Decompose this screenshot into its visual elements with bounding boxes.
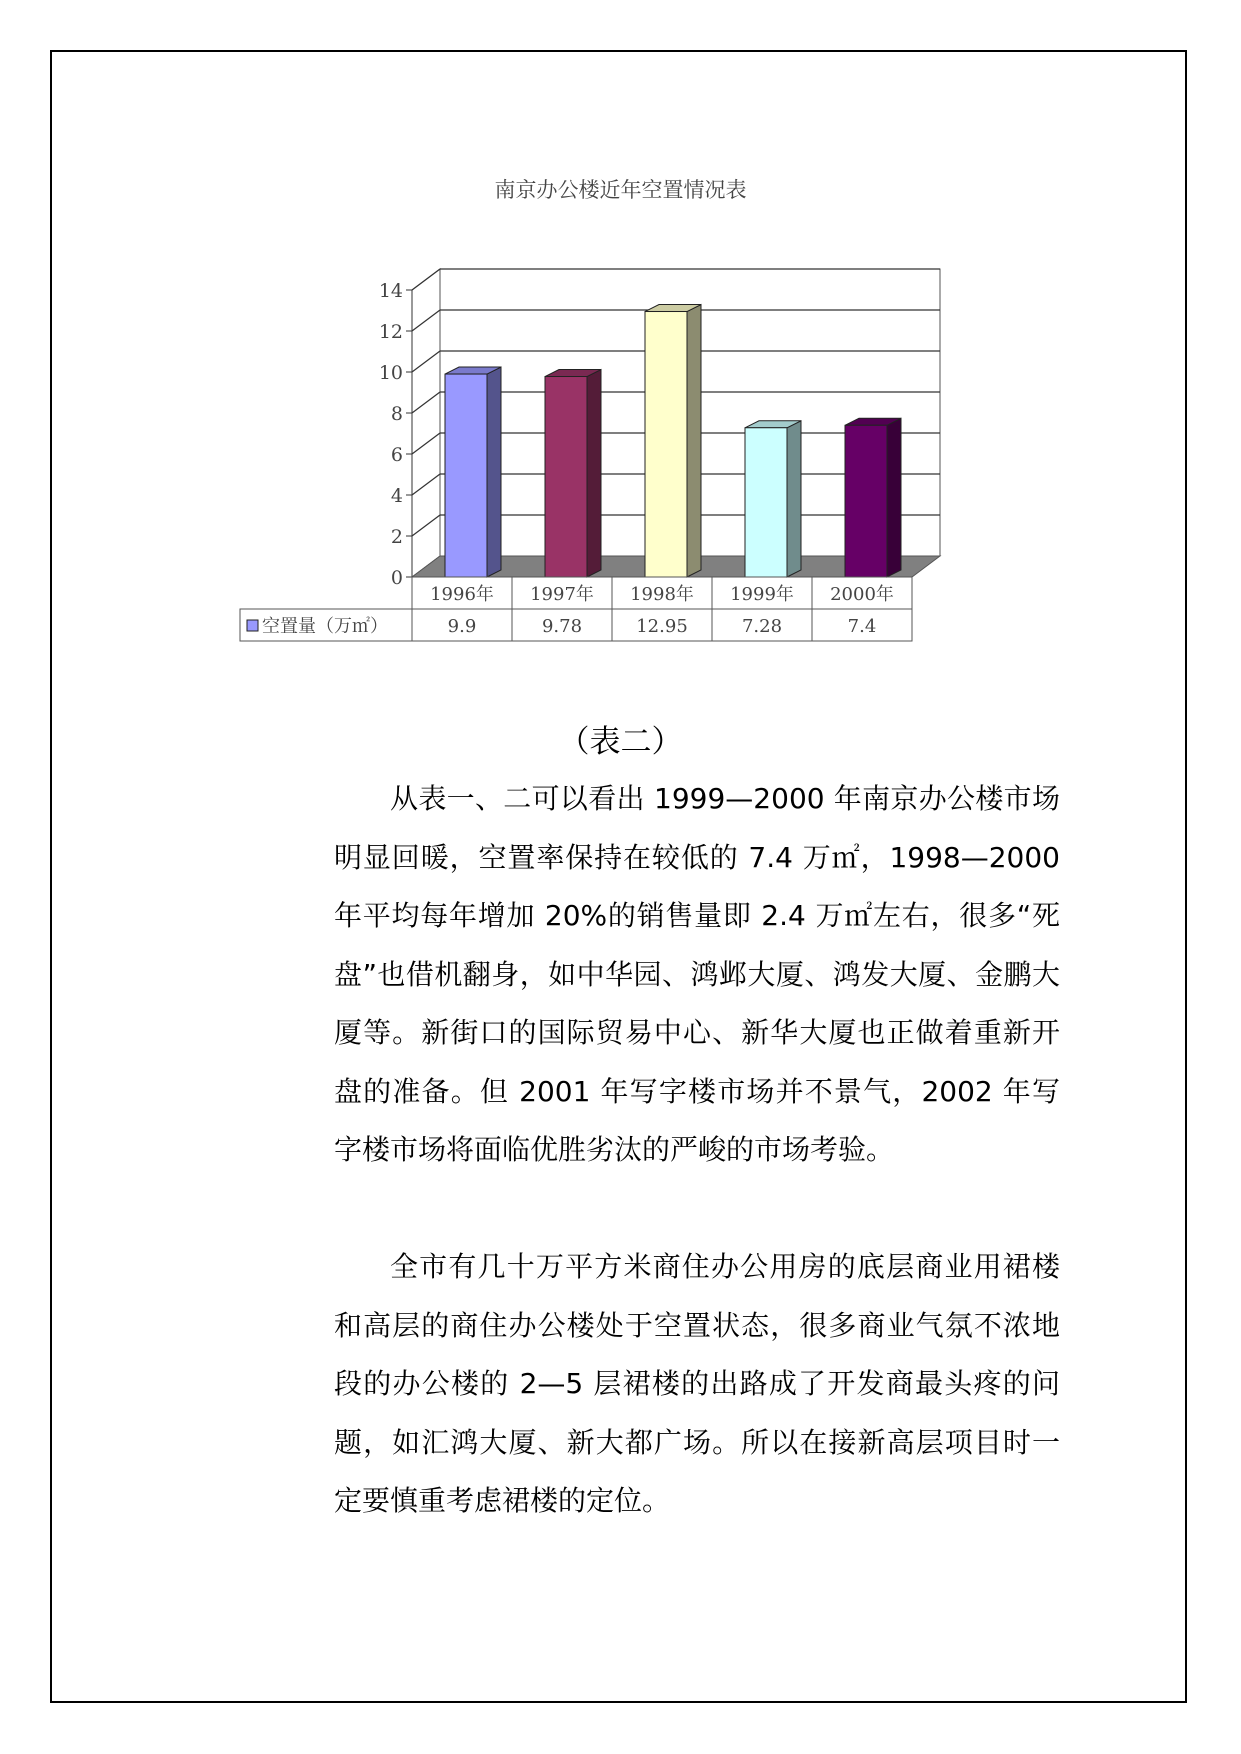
bar-side <box>687 305 701 577</box>
data-value-label: 9.78 <box>541 616 583 637</box>
bar-chart <box>0 0 1241 680</box>
paragraph-2: 全市有几十万平方米商住办公用房的底层商业用裙楼和高层的商住办公楼处于空置状态，很多商业气氛不浓地段的办公楼的 2—5 层裙楼的出路成了开发商最头疼的问题，如汇鸿大厦、新大都广场。所以在接新高层项目时一定要慎重考虑裙楼的定位。 <box>334 1250 1060 1517</box>
data-value-label: 7.4 <box>847 616 877 637</box>
y-tick-label: 14 <box>378 280 403 302</box>
bar-side <box>787 421 801 577</box>
bar-side <box>587 370 601 577</box>
data-value-label: 9.9 <box>447 616 477 637</box>
bar <box>545 377 587 577</box>
y-tick-label: 6 <box>390 444 403 466</box>
bar <box>445 374 487 577</box>
chart-title: 南京办公楼近年空置情况表 <box>494 178 747 202</box>
paragraph-1: 从表一、二可以看出 1999—2000 年南京办公楼市场明显回暖，空置率保持在较低的 7.4 万㎡，1998—2000 年平均每年增加 20%的销售量即 2.4 万㎡左右，很多“死盘”也借机翻身，如中华园、鸿邺大厦、鸿发大厦、金鹏大厦等。新街口的国际贸易中心、新华大厦也正做着重新开盘的准备。但 2001 年写字楼市场并不景气，2002 年写字楼市场将面临优胜劣汰的严峻的市场考验。 <box>334 782 1060 1166</box>
data-value-label: 12.95 <box>636 616 688 637</box>
x-category-label: 2000年 <box>830 584 894 605</box>
x-category-label: 1996年 <box>430 584 494 605</box>
bar-side <box>887 418 901 577</box>
y-tick-label: 0 <box>390 567 403 589</box>
bar <box>745 428 787 577</box>
data-value-label: 7.28 <box>741 616 783 637</box>
legend-key <box>247 620 258 631</box>
x-category-label: 1999年 <box>730 584 794 605</box>
bar <box>845 425 887 577</box>
x-category-label: 1997年 <box>530 584 594 605</box>
bar <box>645 312 687 577</box>
legend-series-name: 空置量（万㎡） <box>262 616 388 637</box>
table-caption: （表二） <box>558 724 683 760</box>
chart-side-wall <box>412 269 440 577</box>
y-tick-label: 10 <box>378 362 403 384</box>
y-tick-label: 8 <box>390 403 403 425</box>
y-tick-label: 12 <box>378 321 403 343</box>
y-tick-label: 2 <box>390 526 403 548</box>
bar-side <box>487 367 501 577</box>
y-tick-label: 4 <box>390 485 403 507</box>
x-category-label: 1998年 <box>630 584 694 605</box>
